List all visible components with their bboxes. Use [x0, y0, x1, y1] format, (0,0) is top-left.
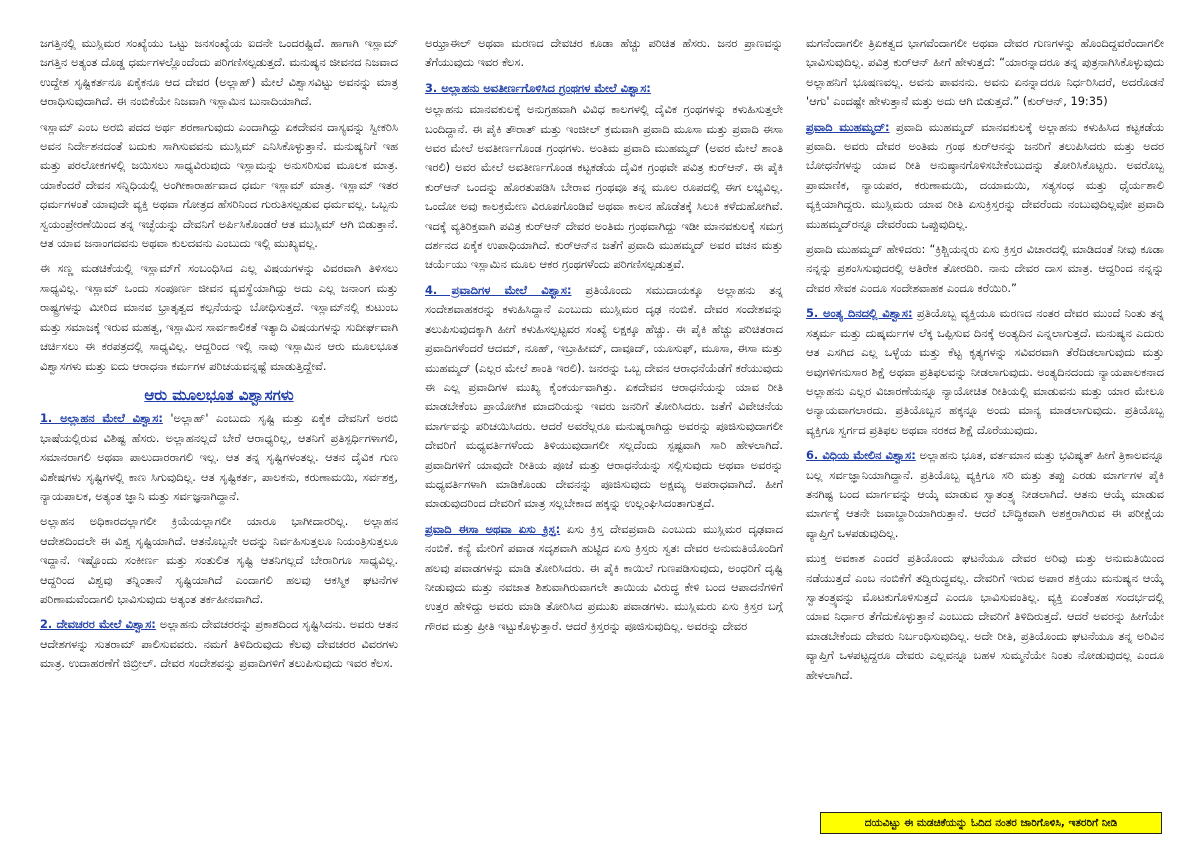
prophet-muhammad-quote: ಪ್ರವಾದಿ ಮುಹಮ್ಮದ್ ಹೇಳಿದರು: “ಕ್ರಿಶ್ಚಿಯನ್ನರು ಏಸು ಕ್ರಿಸ್ತರ ವಿಚಾರದಲ್ಲಿ ಮಾಡಿದಂತೆ ನೀವು ಕೂಡಾ ನನ್ನನ್ನು ಪ್ರಶಂಸಿಸುವುದರಲ್ಲಿ ಅತಿರೇಕ ತೋರದಿರಿ. ನಾನು ದೇವರ ದಾಸ ಮಾತ್ರ. ಆದ್ದರಿಂದ ನನ್ನನ್ನು ದೇವರ ಸೇವಕ ಎಂದೂ ಸಂದೇಶವಾಹಕ ಎಂದೂ ಕರೆಯಿರಿ.” — [806, 242, 1164, 295]
belief-3-text: ಅಲ್ಲಾಹನು ಮಾನವಕುಲಕ್ಕೆ ಅನುಗ್ರಹವಾಗಿ ವಿವಿಧ ಕಾಲಗಳಲ್ಲಿ ದೈವಿಕ ಗ್ರಂಥಗಳನ್ನು ಕಳುಹಿಸುತ್ತಲೇ ಬಂದಿದ್ದಾನೆ. ಈ ಪೈಕಿ ತೌರಾತ್ ಮತ್ತು ಇಂಜೀಲ್ ಕ್ರಮವಾಗಿ ಪ್ರವಾದಿ ಮೂಸಾ ಮತ್ತು ಪ್ರವಾದಿ ಈಸಾ ಅವರ ಮೇಲೆ ಅವತೀರ್ಣಗೊಂಡ ಗ್ರಂಥಗಳು. ಅಂತಿಮ ಪ್ರವಾದಿ ಮುಹಮ್ಮದ್ (ಅವರ ಮೇಲೆ ಶಾಂತಿ ಇರಲಿ) ಅವರ ಮೇಲೆ ಅವತೀರ್ಣಗೊಂಡ ಕಟ್ಟಕಡೆಯ ದೈವಿಕ ಗ್ರಂಥವೇ ಪವಿತ್ರ ಕುರ್‌ಆನ್. ಈ ಪೈಕಿ ಕುರ್‌ಆನ್ ಒಂದನ್ನು ಹೊರತುಪಡಿಸಿ ಬೇರಾವ ಗ್ರಂಥವೂ ತನ್ನ ಮೂಲ ರೂಪದಲ್ಲಿ ಈಗ ಲಭ್ಯವಿಲ್ಲ. ಒಂದೋ ಅವು ಕಾಲಕ್ರಮೇಣ ವಿರೂಪಗೊಂಡಿವೆ ಅಥವಾ ಕಾಲನ ಹೊಡೆತಕ್ಕೆ ಸಿಲುಕಿ ಕಳೆದುಹೋಗಿವೆ. ಇದಕ್ಕೆ ವ್ಯತಿರಿಕ್ತವಾಗಿ ಪವಿತ್ರ ಕುರ್‌ಆನ್ ದೇವರ ಅಂತಿಮ ಗ್ರಂಥವಾಗಿದ್ದು ಇಡೀ ಮಾನವಕುಲಕ್ಕೆ ಸಮಗ್ರ ದರ್ಶನದ ಏಕೈಕ ಉಪಾಧಿಯಾಗಿದೆ. ಕುರ್‌ಆನ್‌ನ ಜತೆಗೆ ಪ್ರವಾದಿ ಮುಹಮ್ಮದ್ ಅವರ ವಚನ ಮತ್ತು ಚರ್ಯೆಯು ಇಸ್ಲಾಮಿನ ಮೂಲ ಆಕರ ಗ್ರಂಥಗಳೆಂದು ಪರಿಗಣಿಸಲ್ಪಡುತ್ತವೆ. — [425, 102, 783, 272]
prophet-muhammad-text: ಪ್ರವಾದಿ ಮುಹಮ್ಮದ್ ಮಾನವಕುಲಕ್ಕೆ ಅಲ್ಲಾಹನು ಕಳುಹಿಸಿದ ಕಟ್ಟಕಡೆಯ ಪ್ರವಾದಿ. ಅವರು ದೇವರ ಅಂತಿಮ ಗ್ರಂಥ ಕುರ್‌ಆನನ್ನು ಜನರಿಗೆ ತಲುಪಿಸಿದರು ಮತ್ತು ಅದರ ಬೋಧನೆಗಳನ್ನು ಯಾವ ರೀತಿ ಅನುಷ್ಠಾನಗೊಳಿಸಬೇಕೆಂಬುದನ್ನು ತೋರಿಸಿಕೊಟ್ಟರು. ಅವರೊಬ್ಬ ಪ್ರಾಮಾಣಿಕ, ನ್ಯಾಯಪರ, ಕರುಣಾಮಯಿ, ದಯಾಮಯಿ, ಸತ್ಯಸಂಧ ಮತ್ತು ಧೈರ್ಯಶಾಲಿ ವ್ಯಕ್ತಿಯಾಗಿದ್ದರು. ಮುಸ್ಲಿಮರು ಯಾವ ರೀತಿ ಏಸುಕ್ರಿಸ್ತರನ್ನು ದೇವರೆಂದು ನಂಬುವುದಿಲ್ಲವೋ ಪ್ರವಾದಿ ಮುಹಮ್ಮದ್‌ರನ್ನೂ ದೇವರೆಂದು ಒಪ್ಪುವುದಿಲ್ಲ. — [806, 119, 1164, 231]
belief-1-text: 'ಅಲ್ಲಾಹ್' ಎಂಬುದು ಸೃಷ್ಟಿ ಮತ್ತು ಏಕೈಕ ದೇವನಿಗೆ ಅರಬಿ ಭಾಷೆಯಲ್ಲಿರುವ ವಿಶಿಷ್ಟ ಹೆಸರು. ಅಲ್ಲಾಹನಲ್ಲದೆ ಬೇರೆ ಆರಾಧ್ಯರಿಲ್ಲ, ಆತನಿಗೆ ಪ್ರತಿಸ್ಪರ್ಧಿಗಳಾಗಲಿ, ಸಮಾನರಾಗಲಿ ಅಥವಾ ಪಾಲುದಾರರಾಗಲಿ ಇಲ್ಲ. ಆತ ತನ್ನ ಸೃಷ್ಟಿಗಳಂತಲ್ಲ. ಆತನ ದೈವಿಕ ಗುಣ ವಿಶೇಷಗಳು ಸೃಷ್ಟಿಗಳಲ್ಲಿ ಕಾಣ ಸಿಗುವುದಿಲ್ಲ. ಆತ ಸೃಷ್ಟಿಕರ್ತ, ಪಾಲಕನು, ಕರುಣಾಮಯಿ, ಸರ್ವಶಕ್ತ, ನ್ಯಾಯಪಾಲಕ, ಅತ್ಯಂತ ಜ್ಞಾನಿ ಮತ್ತು ಸರ್ವಜ್ಞನಾಗಿದ್ದಾನೆ. — [40, 411, 398, 503]
column-3 — [806, 34, 1164, 691]
column-2 — [425, 34, 783, 642]
intro-paragraph-2: ಇಸ್ಲಾಮ್ ಎಂಬ ಅರಬಿ ಪದದ ಅರ್ಥ ಶರಣಾಗುವುದು ಎಂದಾಗಿದ್ದು ಏಕದೇವನ ದಾಸ್ಯವನ್ನು ಸ್ವೀಕರಿಸಿ ಅವನ ನಿರ್ದೇಶನದಂತೆ ಬದುಕು ಸಾಗಿಸುವವನು ಮುಸ್ಲಿಮ್ ಎನಿಸಿಕೊಳ್ಳುತ್ತಾನೆ. ಮನುಷ್ಯನಿಗೆ ಇಹ ಮತ್ತು ಪರಲೋಕಗಳಲ್ಲಿ ಜಯಿಸಲು ಸಾಧ್ಯವಿರುವುದು ಇಸ್ಲಾಮನ್ನು ಅನುಸರಿಸುವ ಮೂಲಕ ಮಾತ್ರ. ಯಾಕೆಂದರೆ ದೇವನ ಸನ್ನಿಧಿಯಲ್ಲಿ ಅಂಗೀಕಾರಾರ್ಹವಾದ ಧರ್ಮ ಇಸ್ಲಾಮ್ ಮಾತ್ರ. ಇಸ್ಲಾಮ್ ಇತರ ಧರ್ಮಗಳಂತೆ ಯಾವುದೇ ವ್ಯಕ್ತಿ ಅಥವಾ ಗೋತ್ರದ ಹೆಸರಿನಿಂದ ಗುರುತಿಸಲ್ಪಡುವ ಧರ್ಮವಲ್ಲ. ಒಬ್ಬನು ಸ್ವಯಂಪ್ರೇರಣೆಯಿಂದ ತನ್ನ ಇಚ್ಛೆಯನ್ನು ದೇವನಿಗೆ ಅರ್ಪಿಸಿಕೊಂಡರೆ ಆತ ಮುಸ್ಲಿಮ್ ಆಗಿ ಬಿಡುತ್ತಾನೆ. ಆತ ಯಾವ ಜನಾಂಗದವನು ಅಥವಾ ಕುಲದವನು ಎಂಬುದು ಇಲ್ಲಿ ಮುಖ್ಯವಲ್ಲ. — [40, 119, 398, 251]
prophet-muhammad-paragraph — [806, 118, 1164, 234]
belief-3-heading: 3. ಅಲ್ಲಾಹನು ಅವತೀರ್ಣಗೊಳಿಸಿದ ಗ್ರಂಥಗಳ ಮೇಲೆ ವಿಶ್ವಾಸ: — [425, 80, 651, 95]
belief-1-paragraph-2: ಅಲ್ಲಾಹನ ಅಧಿಕಾರದಲ್ಲಾಗಲೀ ಕ್ರಿಯೆಯಲ್ಲಾಗಲೀ ಯಾರೂ ಭಾಗೀದಾರರಿಲ್ಲ. ಅಲ್ಲಾಹನ ಆದೇಶದಿಂದಲೇ ಈ ವಿಶ್ವ ಸೃಷ್ಟಿಯಾಗಿದೆ. ಆತನೊಬ್ಬನೇ ಅದನ್ನು ನಿರ್ವಹಿಸುತ್ತಲೂ ನಿಯಂತ್ರಿಸುತ್ತಲೂ ಇದ್ದಾನೆ. ಇಷ್ಟೊಂದು ಸಂಕೀರ್ಣ ಮತ್ತು ಸಂತುಲಿತ ಸೃಷ್ಟಿ ಆತನಿಗಲ್ಲದೆ ಬೇರಾರಿಗೂ ಸಾಧ್ಯವಿಲ್ಲ. ಆದ್ದರಿಂದ ವಿಶ್ವವು ತನ್ನಿಂತಾನೆ ಸೃಷ್ಟಿಯಾಗಿದೆ ಎಂದಾಗಲಿ ಹಲವು ಆಕಸ್ಮಿಕ ಘಟನೆಗಳ ಪರಿಣಾಮವೆಂದಾಗಲಿ ಭಾವಿಸುವುದು ಅತ್ಯಂತ ತರ್ಕಹೀನವಾಗಿದೆ. — [40, 514, 398, 606]
belief-6-heading: 6. ವಿಧಿಯ ಮೇಲಿನ ವಿಶ್ವಾಸ: — [806, 448, 916, 463]
belief-6-text: ಅಲ್ಲಾಹನು ಭೂತ, ವರ್ತಮಾನ ಮತ್ತು ಭವಿಷ್ಯತ್ ಹೀಗೆ ತ್ರಿಕಾಲವನ್ನೂ ಬಲ್ಲ ಸರ್ವಜ್ಞಾನಿಯಾಗಿದ್ದಾನೆ. ಪ್ರತಿಯೊಬ್ಬ ವ್ಯಕ್ತಿಗೂ ಸರಿ ಮತ್ತು ತಪ್ಪು ಎರಡು ಮಾರ್ಗಗಳ ಪೈಕಿ ತನಗಿಷ್ಟ ಬಂದ ಮಾರ್ಗವನ್ನು ಆಯ್ಕೆ ಮಾಡುವ ಸ್ವಾತಂತ್ರ್ಯ ನೀಡಲಾಗಿದೆ. ಆತನು ಆಯ್ಕೆ ಮಾಡುವ ಮಾರ್ಗಕ್ಕೆ ಆತನೇ ಜವಾಬ್ದಾರಿಯಾಗಿರುತ್ತಾನೆ. ಆದರೆ ಬೌದ್ಧಿಕವಾಗಿ ಅಶಕ್ತರಾಗಿರುವ ಈ ಪರೀಕ್ಷೆಯ ವ್ಯಾಪ್ತಿಗೆ ಒಳಪಡುವುದಿಲ್ಲ. — [806, 448, 1165, 540]
belief-4-text: ಪ್ರತಿಯೊಂದು ಸಮುದಾಯಕ್ಕೂ ಅಲ್ಲಾಹನು ತನ್ನ ಸಂದೇಶವಾಹಕರನ್ನು ಕಳುಹಿಸಿದ್ದಾನೆ ಎಂಬುದು ಮುಸ್ಲಿಮರ ದೃಢ ನಂಬಿಕೆ. ದೇವರ ಸಂದೇಶವನ್ನು ತಲುಪಿಸುವುದಕ್ಕಾಗಿ ಹೀಗೆ ಕಳುಹಿಸಲ್ಪಟ್ಟವರ ಸಂಖ್ಯೆ ಲಕ್ಷಕ್ಕೂ ಹೆಚ್ಚು. ಈ ಪೈಕಿ ಹೆಚ್ಚು ಪರಿಚಿತರಾದ ಪ್ರವಾದಿಗಳೆಂದರೆ ಆದಮ್, ನೂಹ್, ಇಬ್ರಾಹೀಮ್, ದಾವೂದ್, ಯೂಸುಫ್, ಮೂಸಾ, ಈಸಾ ಮತ್ತು ಮುಹಮ್ಮದ್ (ಎಲ್ಲರ ಮೇಲೆ ಶಾಂತಿ ಇರಲಿ). ಜನರನ್ನು ಒಬ್ಬ ದೇವನ ಆರಾಧನೆಯೆಡೆಗೆ ಕರೆಯುವುದು ಈ ಎಲ್ಲ ಪ್ರವಾದಿಗಳ ಮುಖ್ಯ ಕೈಂಕರ್ಯವಾಗಿತ್ತು. ಏಕದೇವನ ಆರಾಧನೆಯನ್ನು ಯಾವ ರೀತಿ ಮಾಡಬೇಕೆಂಬ ಪ್ರಾಯೋಗಿಕ ಮಾದರಿಯನ್ನು ಇವರು ಜನರಿಗೆ ತೋರಿಸಿದರು. ಜತೆಗೆ ವಿವೇಚನೆಯ ಮಾರ್ಗವನ್ನು ಪರಿಚಯಿಸಿದರು. ಆದರೆ ಅವರೆಲ್ಲರೂ ಮನುಷ್ಯರಾಗಿದ್ದು ಅವರನ್ನು ಪೂಜಿಸುವುದಾಗಲೀ ದೇವರಿಗೆ ಮಧ್ಯವರ್ತಿಗಳೆಂದು ತಿಳಿಯುವುದಾಗಲೀ ಸಲ್ಲದೆಂದು ಸ್ಪಷ್ಟವಾಗಿ ಸಾರಿ ಹೇಳಲಾಗಿದೆ. ಪ್ರವಾದಿಗಳಿಗೆ ಯಾವುದೇ ರೀತಿಯ ಪೂಜೆ ಮತ್ತು ಆರಾಧನೆಯನ್ನು ಸಲ್ಲಿಸುವುದು ಅಥವಾ ಅವರನ್ನು ಮಧ್ಯವರ್ತಿಗಳಾಗಿ ಮಾಡಿಕೊಂಡು ದೇವನನ್ನು ಪೂಜಿಸುವುದು ಅಕ್ಷಮ್ಯ ಅಪರಾಧವಾಗಿದೆ. ಹೀಗೆ ಮಾಡುವುದರಿಂದ ದೇವರಿಗೆ ಮಾತ್ರ ಸಲ್ಲಬೇಕಾದ ಹಕ್ಕನ್ನು ಉಲ್ಲಂಘಿಸಿದಂತಾಗುತ್ತದೆ. — [425, 282, 784, 511]
belief-6-paragraph-2: ಮುಕ್ತ ಅವಕಾಶ ಎಂದರೆ ಪ್ರತಿಯೊಂದು ಘಟನೆಯೂ ದೇವರ ಅರಿವು ಮತ್ತು ಅನುಮತಿಯಿಂದ ನಡೆಯುತ್ತದೆ ಎಂಬ ನಂಬಿಕೆಗೆ ತದ್ವಿರುದ್ಧವಲ್ಲ. ದೇವರಿಗೆ ಇರುವ ಅಪಾರ ಶಕ್ತಿಯು ಮನುಷ್ಯನ ಆಯ್ಕೆ ಸ್ವಾತಂತ್ರ್ಯವನ್ನು ಮೊಟಕುಗೊಳಿಸುತ್ತದೆ ಎಂದೂ ಭಾವಿಸುವಂತಿಲ್ಲ. ವ್ಯಕ್ತಿ ಏಂತೆಂತಹ ಸಂದರ್ಭದಲ್ಲಿ ಯಾವ ನಿರ್ಧಾರ ತೆಗೆದುಕೊಳ್ಳುತ್ತಾನೆ ಎಂಬುದು ದೇವರಿಗೆ ತಿಳಿದಿರುತ್ತದೆ. ಆದರೆ ಅವರನ್ನು ಹೀಗೆಯೇ ಮಾಡಬೇಕೆಂದು ದೇವರು ನಿರ್ಬಂಧಿಸುವುದಿಲ್ಲ. ಅದೇ ರೀತಿ, ಪ್ರತಿಯೊಂದು ಘಟನೆಯೂ ತನ್ನ ಅರಿವಿನ ವ್ಯಾಪ್ತಿಗೆ ಒಳಪಟ್ಟದ್ದರೂ ದೇವರು ಎಲ್ಲವನ್ನೂ ಬಹಳ ಸುಮ್ಮನೆಯೇ ನಿಂತು ನೋಡುವುದಲ್ಲ ಎಂದೂ ಹೇಳಲಾಗಿದೆ. — [806, 551, 1164, 682]
col2-lead-paragraph: ಅಝ್ರಾಈಲ್ ಅಥವಾ ಮರಣದ ದೇವಚರ ಕೂಡಾ ಹೆಚ್ಚು ಪರಿಚಿತ ಹೆಸರು. ಜನರ ಪ್ರಾಣವನ್ನು ತೆಗೆಯುವುದು ಇವರ ಕೆಲಸ. — [425, 36, 783, 70]
intro-paragraph-1: ಜಗತ್ತಿನಲ್ಲಿ ಮುಸ್ಲಿಮರ ಸಂಖ್ಯೆಯು ಒಟ್ಟು ಜನಸಂಖ್ಯೆಯ ಐದನೇ ಒಂದರಷ್ಟಿದೆ. ಹಾಗಾಗಿ ಇಸ್ಲಾಮ್ ಜಗತ್ತಿನ ಅತ್ಯಂತ ದೊಡ್ಡ ಧರ್ಮಗಳಲ್ಲೊಂದೆಂದು ಪರಿಗಣಿಸಲ್ಪಡುತ್ತದೆ. ಮನುಷ್ಯನ ಜೀವನದ ನಿಜವಾದ ಉದ್ದೇಶ ಸೃಷ್ಟಿಕರ್ತನೂ ಏಕೈಕನೂ ಆದ ದೇವರ (ಅಲ್ಲಾಹ್) ಮೇಲೆ ವಿಶ್ವಾಸವಿಟ್ಟು ಅವನನ್ನು ಮಾತ್ರ ಆರಾಧಿಸುವುದಾಗಿದೆ. ಈ ನಂಬಿಕೆಯೇ ನಿಜವಾಗಿ ಇಸ್ಲಾಮಿನ ಬುನಾದಿಯಾಗಿದೆ. — [40, 36, 398, 109]
belief-1-paragraph — [40, 409, 398, 506]
belief-5-paragraph — [806, 304, 1164, 440]
prophet-isa-heading: ಪ್ರವಾದಿ ಈಸಾ ಅಥವಾ ಏಸು ಕ್ರಿಸ್ತ: — [425, 521, 561, 536]
footer-note-banner: ದಯವಿಟ್ಟು ಈ ಮಡಚಿಕೆಯನ್ನು ಓದಿದ ನಂತರ ಜಾರಿಗೊಳಿಸಿ, ಇತರರಿಗೆ ನೀಡಿ — [820, 812, 1162, 834]
belief-2-paragraph — [40, 615, 398, 673]
section-title: ಆರು ಮೂಲಭೂತ ವಿಶ್ವಾಸಗಳು — [144, 385, 294, 404]
belief-2-text: ಅಲ್ಲಾಹನು ದೇವಚರರನ್ನು ಪ್ರಕಾಶದಿಂದ ಸೃಷ್ಟಿಸಿದನು. ಅವರು ಆತನ ಆದೇಶಗಳನ್ನು ಸುತರಾಮ್ ಪಾಲಿಸುವವರು. ನಮಗೆ ತಿಳಿದಿರುವುದು ಕೆಲವು ದೇವಚರರ ವಿವರಗಳು ಮಾತ್ರ. ಉದಾಹರಣೆಗೆ ಜಿಬ್ರೀಲ್. ದೇವರ ಸಂದೇಶವನ್ನು ಪ್ರವಾದಿಗಳಿಗೆ ತಲುಪಿಸುವುದು ಇವರ ಕೆಲಸ. — [40, 617, 399, 671]
intro-paragraph-3: ಈ ಸಣ್ಣ ಮಡಚಿಕೆಯಲ್ಲಿ ಇಸ್ಲಾಮ್‌ಗೆ ಸಂಬಂಧಿಸಿದ ಎಲ್ಲ ವಿಷಯಗಳನ್ನು ವಿವರವಾಗಿ ತಿಳಿಸಲು ಸಾಧ್ಯವಿಲ್ಲ. ಇಸ್ಲಾಮ್ ಒಂದು ಸಂಪೂರ್ಣ ಜೀವನ ವ್ಯವಸ್ಥೆಯಾಗಿದ್ದು ಅದು ಎಲ್ಲ ಜನಾಂಗ ಮತ್ತು ರಾಷ್ಟ್ರಗಳನ್ನು ಮೀರಿದ ಮಾನವ ಭ್ರಾತೃತ್ವದ ಕಲ್ಪನೆಯನ್ನು ಬೋಧಿಸುತ್ತದೆ. ಇಸ್ಲಾಮ್‌ನಲ್ಲಿ ಕುಟುಂಬ ಮತ್ತು ಸಮಾಜಕ್ಕೆ ಇರುವ ಮಹತ್ವ, ಇಸ್ಲಾಮಿನ ಸಾರ್ವಕಾಲಿಕತೆ ಇತ್ಯಾದಿ ವಿಷಯಗಳನ್ನು ಸುದೀರ್ಘವಾಗಿ ಚರ್ಚಿಸಲು ಈ ಕರಪತ್ರದಲ್ಲಿ ಸಾಧ್ಯವಿಲ್ಲ. ಆದ್ದರಿಂದ ಇಲ್ಲಿ ನಾವು ಇಸ್ಲಾಮಿನ ಆರು ಮೂಲಭೂತ ವಿಶ್ವಾಸಗಳು ಮತ್ತು ಐದು ಆರಾಧನಾ ಕರ್ಮಗಳ ಪರಿಚಯವನ್ನಷ್ಟೆ ಮಾಡುತ್ತಿದ್ದೇವೆ. — [40, 261, 398, 373]
prophet-isa-paragraph — [425, 520, 783, 636]
belief-2-heading: 2. ದೇವಚರರ ಮೇಲೆ ವಿಶ್ವಾಸ: — [40, 617, 156, 632]
col3-lead-paragraph: ಮಗನೆಂದಾಗಲೀ ತ್ರಿಏಕತ್ವದ ಭಾಗವೆಂದಾಗಲೀ ಅಥವಾ ದೇವರ ಗುಣಗಳನ್ನು ಹೊಂದಿದ್ದವರೆಂದಾಗಲೀ ಭಾವಿಸುವುದಿಲ್ಲ. ಪವಿತ್ರ ಕುರ್‌ಆನ್ ಹೀಗೆ ಹೇಳುತ್ತದೆ: “ಯಾರನ್ನಾದರೂ ತನ್ನ ಪುತ್ರನಾಗಿಸಿಕೊಳ್ಳುವುದು ಅಲ್ಲಾಹನಿಗೆ ಭೂಷಣವಲ್ಲ. ಅವನು ಪಾವನನು. ಅವನು ಏನನ್ನಾದರೂ ನಿರ್ಧರಿಸಿದರೆ, ಅದರೊಡನೆ 'ಆಗು' ಎಂದಷ್ಟೇ ಹೇಳುತ್ತಾನೆ ಮತ್ತು ಅದು ಆಗಿ ಬಿಡುತ್ತದೆ.” (ಕುರ್‌ಆನ್, 19:35) — [806, 36, 1165, 109]
belief-4-paragraph — [425, 281, 783, 514]
belief-5-heading: 5. ಅಂತ್ಯ ದಿನದಲ್ಲಿ ವಿಶ್ವಾಸ: — [806, 306, 913, 321]
column-1 — [40, 34, 398, 680]
belief-4-heading: 4. ಪ್ರವಾದಿಗಳ ಮೇಲೆ ವಿಶ್ವಾಸ: — [425, 282, 572, 297]
belief-6-paragraph — [806, 446, 1164, 543]
prophet-isa-text: ಏಸು ಕ್ರಿಸ್ತ ದೇವಪ್ರವಾದಿ ಎಂಬುದು ಮುಸ್ಲಿಮರ ದೃಢವಾದ ನಂಬಿಕೆ. ಕನ್ಯೆ ಮೇರಿಗೆ ಪವಾಡ ಸದೃಶವಾಗಿ ಹುಟ್ಟಿದ ಏಸು ಕ್ರಿಸ್ತರು ಸ್ವತಃ ದೇವರ ಅನುಮತಿಯೊಂದಿಗೆ ಹಲವು ಪವಾಡಗಳನ್ನು ಮಾಡಿ ತೋರಿಸಿದರು. ಈ ಪೈಕಿ ಕಾಯಿಲೆ ಗುಣಪಡಿಸುವುದು, ಅಂಧರಿಗೆ ದೃಷ್ಟಿ ನೀಡುವುದು ಮತ್ತು ನವಜಾತ ಶಿಶುವಾಗಿರುವಾಗಲೇ ತಾಯಿಯ ವಿರುದ್ಧ ಕೇಳಿ ಬಂದ ಆಪಾದನೆಗಳಿಗೆ ಉತ್ತರ ಹೇಳಿದ್ದು ಅವರು ಮಾಡಿ ತೋರಿಸಿದ ಪ್ರಮುಖ ಪವಾಡಗಳು. ಮುಸ್ಲಿಮರು ಏಸು ಕ್ರಿಸ್ತರ ಬಗ್ಗೆ ಗೌರವ ಮತ್ತು ಪ್ರೀತಿ ಇಟ್ಟುಕೊಳ್ಳುತ್ತಾರೆ. ಆದರೆ ಕ್ರಿಸ್ತರನ್ನು ಪೂಜಿಸುವುದಿಲ್ಲ. ಅವರನ್ನು ದೇವರ — [425, 521, 784, 633]
belief-5-text: ಪ್ರತಿಯೊಬ್ಬ ವ್ಯಕ್ತಿಯೂ ಮರಣದ ನಂತರ ದೇವರ ಮುಂದೆ ನಿಂತು ತನ್ನ ಸತ್ಕರ್ಮ ಮತ್ತು ದುಷ್ಕರ್ಮಗಳ ಲೆಕ್ಕ ಒಪ್ಪಿಸುವ ದಿನಕ್ಕೆ ಅಂತ್ಯದಿನ ಎನ್ನಲಾಗುತ್ತದೆ. ಮನುಷ್ಯನ ಎದುರು ಆತ ಎಸಗಿದ ಎಲ್ಲ ಒಳ್ಳೆಯ ಮತ್ತು ಕೆಟ್ಟ ಕೃತ್ಯಗಳನ್ನು ಸವಿವರವಾಗಿ ತೆರೆದಿಡಲಾಗುವುದು ಮತ್ತು ಅವುಗಳಿಗನುಸಾರ ಶಿಕ್ಷೆ ಅಥವಾ ಪ್ರತಿಫಲವನ್ನು ನೀಡಲಾಗುವುದು. ಅಂತ್ಯದಿನದಂದು ನ್ಯಾಯಪಾಲಕನಾದ ಅಲ್ಲಾಹನು ಎಲ್ಲರ ವಿಚಾರಣೆಯನ್ನೂ ನ್ಯಾಯೋಚಿತ ರೀತಿಯಲ್ಲಿ ಮಾಡುವನು ಮತ್ತು ಯಾರ ಮೇಲೂ ಅನ್ಯಾಯವಾಗಲಾರದು. ಪ್ರತಿಯೊಬ್ಬನ ಹಕ್ಕನ್ನೂ ಅಂದು ಮಾನ್ಯ ಮಾಡಲಾಗುವುದು. ಪ್ರತಿಯೊಬ್ಬ ವ್ಯಕ್ತಿಗೂ ಸ್ವರ್ಗದ ಪ್ರತಿಫಲ ಅಥವಾ ನರಕದ ಶಿಕ್ಷೆ ದೊರೆಯುವುದು. — [806, 306, 1164, 437]
belief-1-heading: 1. ಅಲ್ಲಾಹನ ಮೇಲೆ ವಿಶ್ವಾಸ: — [40, 411, 163, 426]
prophet-muhammad-heading: ಪ್ರವಾದಿ ಮುಹಮ್ಮದ್: — [806, 119, 890, 134]
